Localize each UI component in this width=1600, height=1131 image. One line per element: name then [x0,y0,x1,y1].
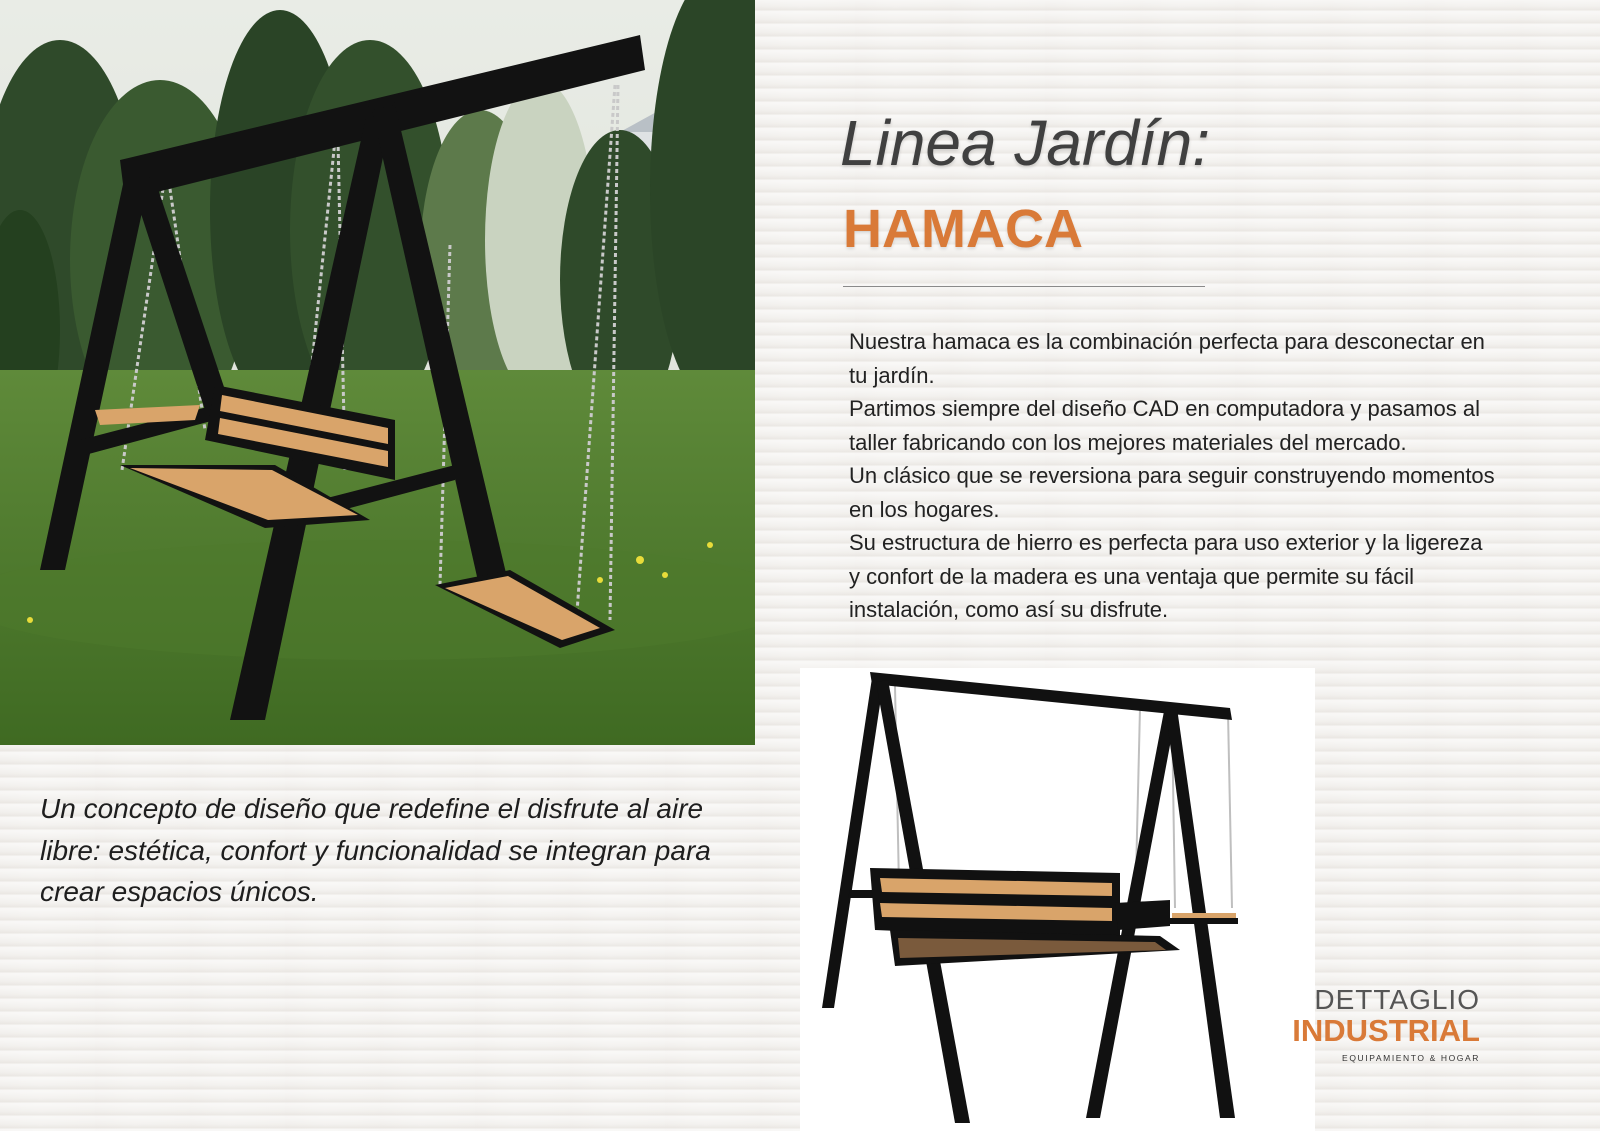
brand-name-bottom: INDUSTRIAL [1292,1013,1480,1048]
swing-garden-illustration [0,0,755,745]
swing-cad-illustration [800,668,1315,1131]
description-paragraph: Su estructura de hierro es perfecta para uso exterior y la ligereza y confort de la madera es una ventaja que permite su fácil instalación, como así su disfrute. [849,530,1483,622]
description-paragraph: Nuestra hamaca es la combinación perfecta para desconectar en tu jardín. [849,329,1485,388]
swing-cad-render [800,668,1315,1131]
product-name: HAMACA [843,199,1083,259]
swing-garden-photo [0,0,755,745]
title-divider [843,286,1205,287]
brand-logo [1270,985,1480,1065]
concept-tagline: Un concepto de diseño que redefine el disfrute al aire libre: estética, confort y funcionalidad se integran para crear espacios únicos. [40,793,711,907]
page-title: Linea Jardín: [840,107,1211,179]
brand-name-top: DETTAGLIO [1314,984,1480,1015]
product-description [849,325,1499,627]
description-paragraph: Partimos siempre del diseño CAD en computadora y pasamos al taller fabricando con los mejores materiales del mercado. [849,396,1480,455]
description-paragraph: Un clásico que se reversiona para seguir construyendo momentos en los hogares. [849,463,1495,522]
brand-tagline: EQUIPAMIENTO & HOGAR [1342,1053,1480,1063]
